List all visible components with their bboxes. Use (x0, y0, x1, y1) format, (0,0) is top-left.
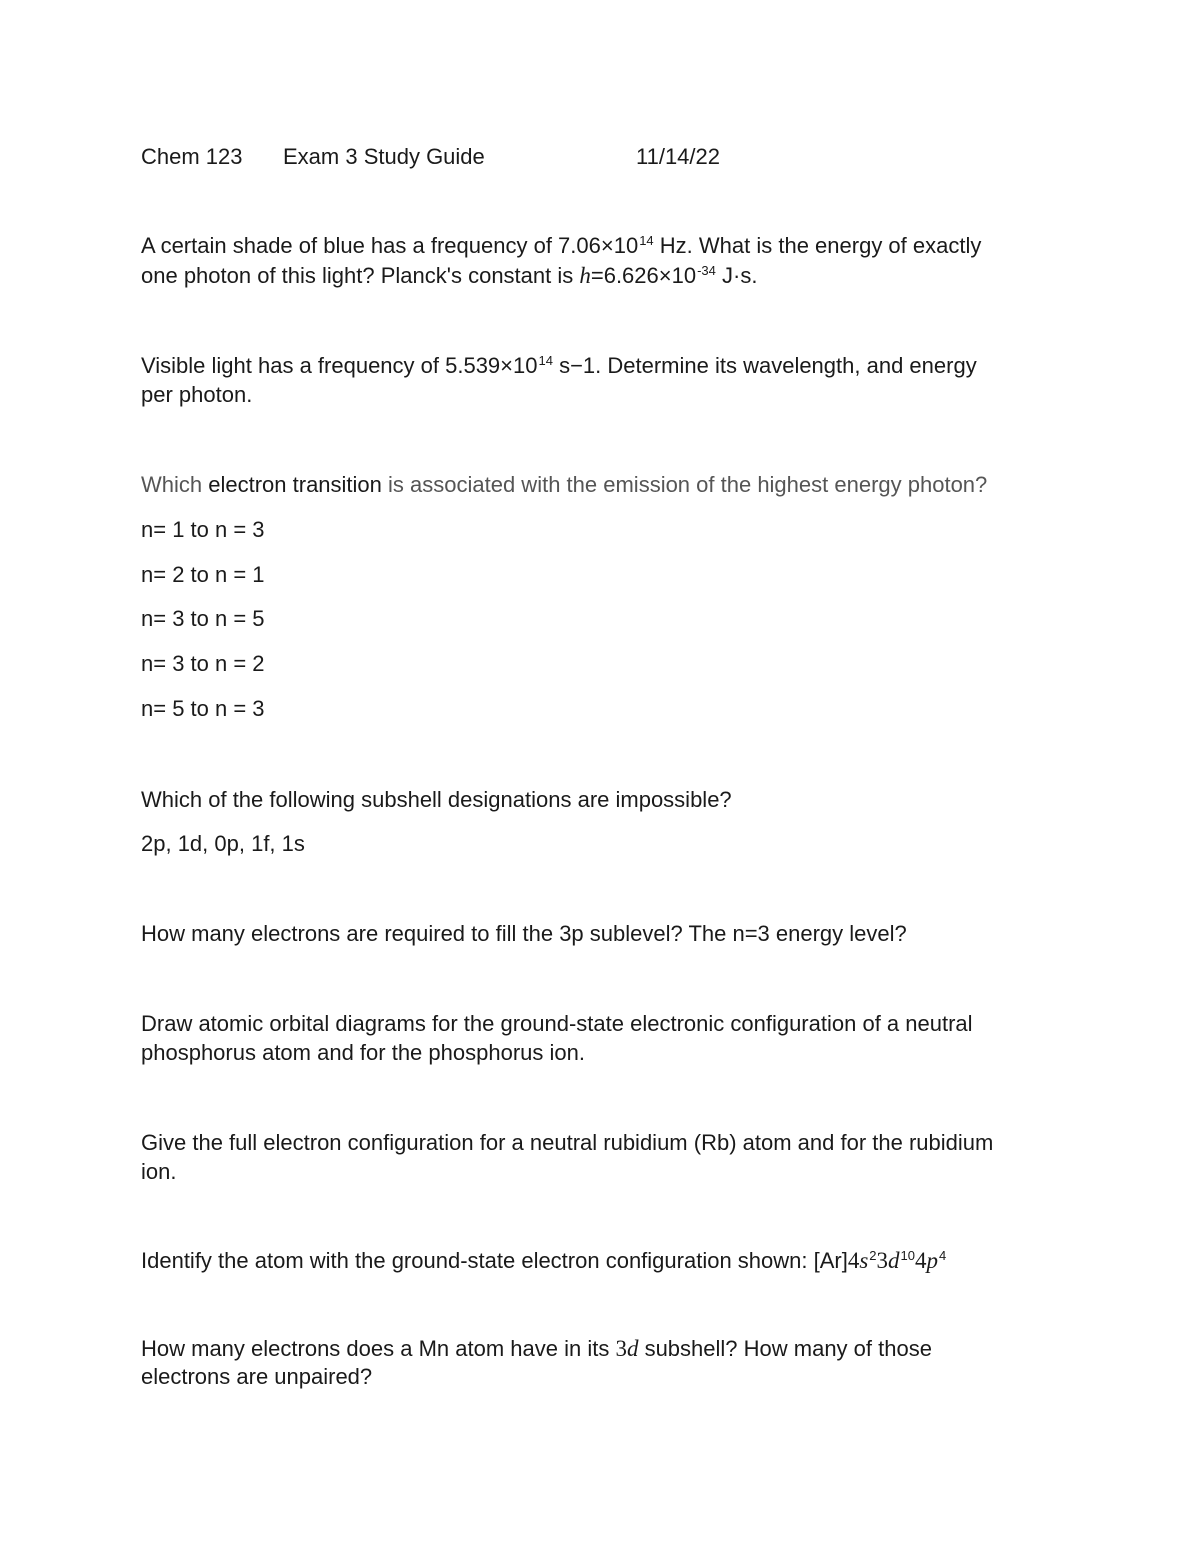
document-title: Exam 3 Study Guide (283, 144, 485, 169)
question-9-line-1: How many electrons does a Mn atom have in its 3d subshell? How many of those (141, 1336, 932, 1361)
question-9-line-2: electrons are unpaired? (141, 1364, 373, 1389)
question-8-prompt: Identify the atom with the ground-state electron configuration shown: $[Ar]4s^23d^{10}4p^4$ (141, 1248, 947, 1273)
question-2-line-1: Visible light has a frequency of $5.539\times 10^{14}$ s−1. Determine its wavelength, and energy (141, 353, 977, 378)
planck-symbol: h (579, 263, 591, 288)
question-6-line-1: Draw atomic orbital diagrams for the ground-state electronic configuration of a neutral (141, 1011, 973, 1036)
question-3-prompt: Which electron transition is associated with the emission of the highest energy photon? (141, 472, 988, 497)
question-4-options: 2p, 1d, 0p, 1f, 1s (141, 831, 305, 856)
document-date: 11/14/22 (636, 144, 721, 169)
question-6-line-2: phosphorus atom and for the phosphorus ion. (141, 1040, 585, 1065)
question-3-option-3: n= 3 to n = 5 (141, 606, 265, 631)
question-1-line-1: A certain shade of blue has a frequency of $7.06\times 10^{14}$ Hz. What is the energy of exactly (141, 233, 982, 258)
question-3-option-4: n= 3 to n = 2 (141, 651, 265, 676)
question-4-prompt: Which of the following subshell designations are impossible? (141, 787, 732, 812)
question-3-option-2: n= 2 to n = 1 (141, 562, 265, 587)
question-1-line-2: one photon of this light? Planck's constant is $h=6.626\times 10^{-34}$ J·s. (141, 263, 758, 288)
page-header (141, 142, 243, 171)
question-7-line-2: ion. (141, 1159, 177, 1184)
question-5-prompt: How many electrons are required to fill the 3p sublevel? The n=3 energy level? (141, 921, 907, 946)
question-7-line-1: Give the full electron configuration for a neutral rubidium (Rb) atom and for the rubidium (141, 1130, 994, 1155)
question-2-line-2: per photon. (141, 382, 253, 407)
question-3-option-1: n= 1 to n = 3 (141, 517, 265, 542)
course-name: Chem 123 (141, 144, 243, 169)
question-3-option-5: n= 5 to n = 3 (141, 696, 265, 721)
